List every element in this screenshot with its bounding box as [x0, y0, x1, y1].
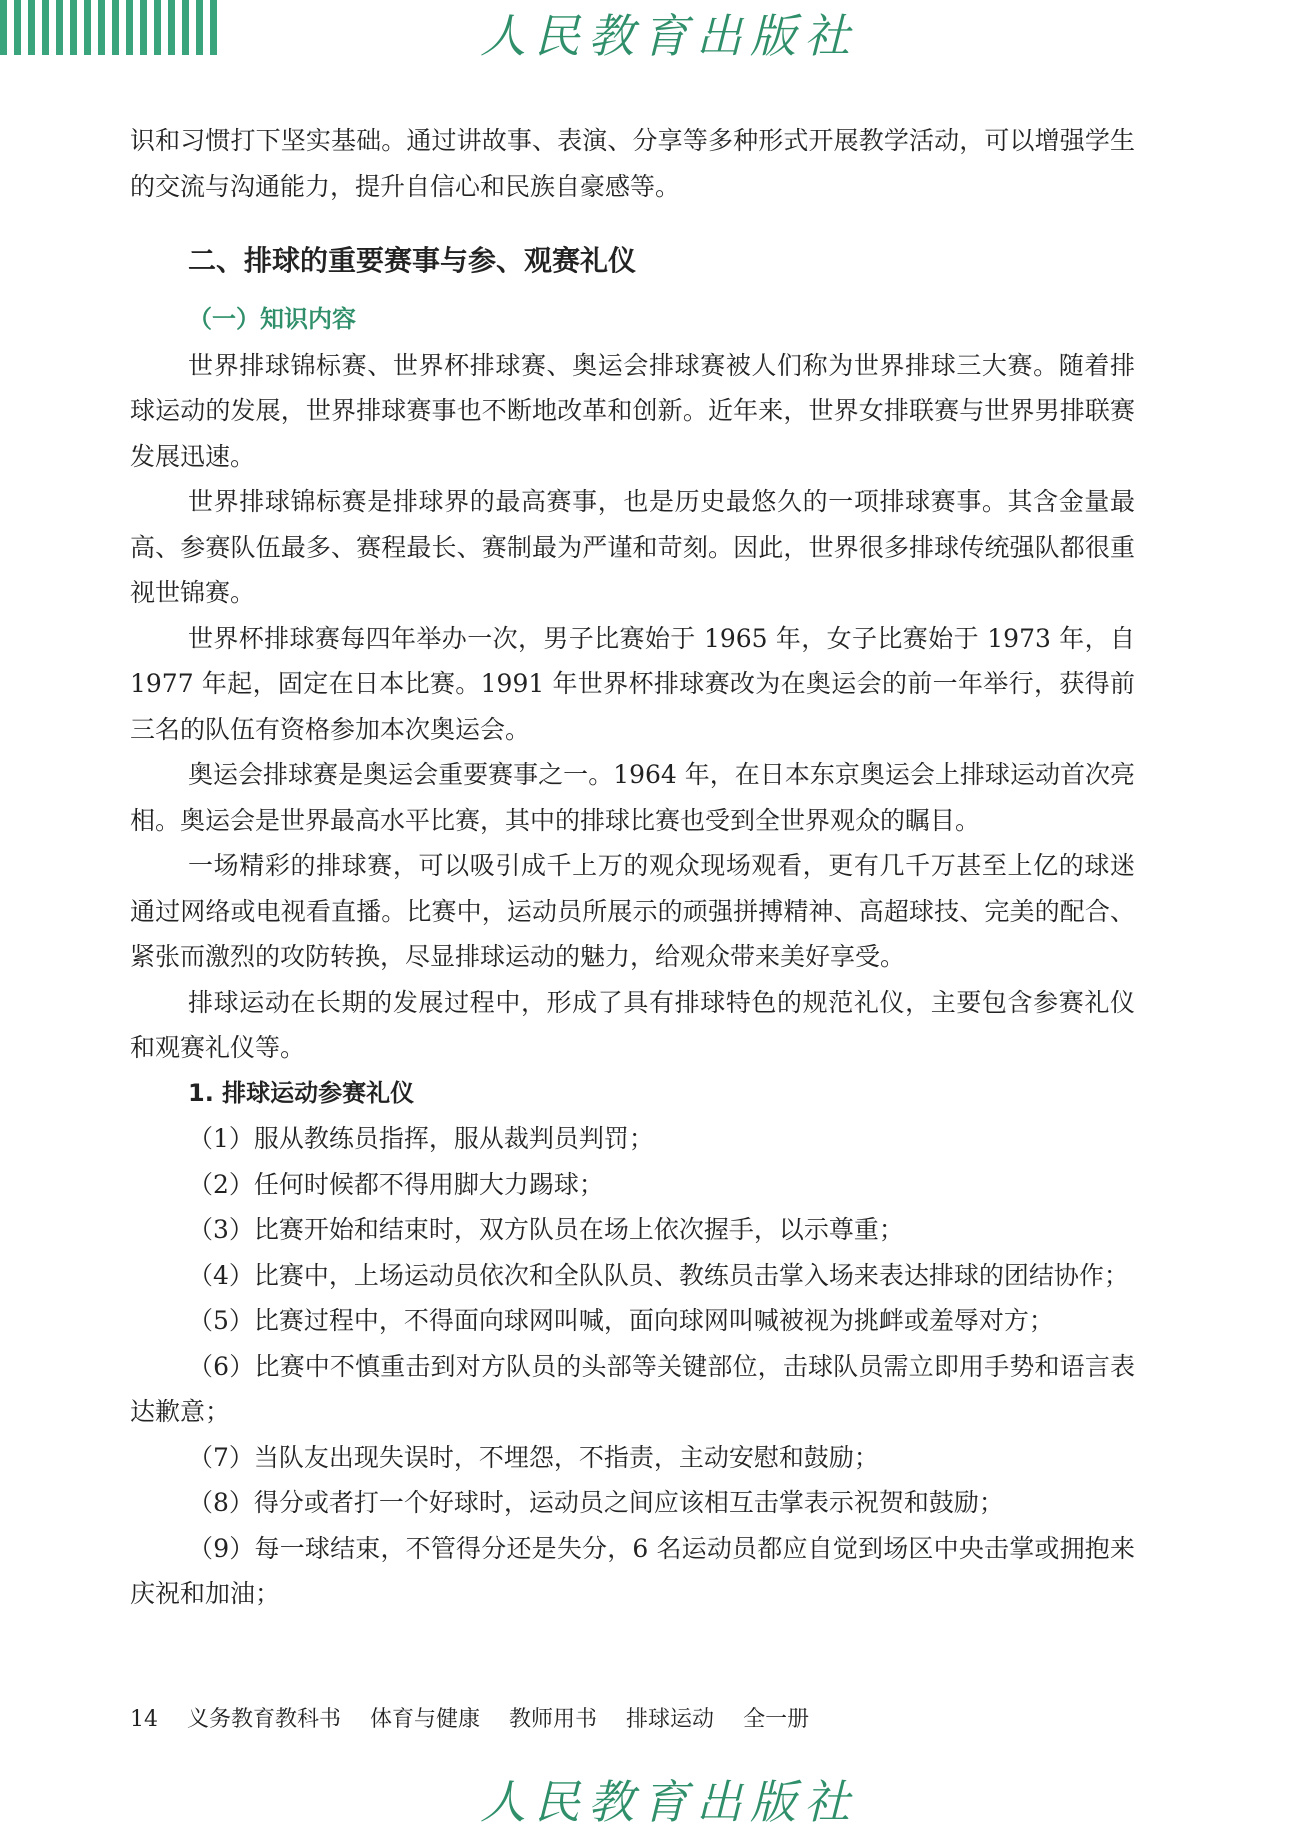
section-title: 二、排球的重要赛事与参、观赛礼仪 [188, 244, 637, 277]
book-subject: 体育与健康 [370, 1707, 481, 1732]
paragraph: 排球运动在长期的发展过程中，形成了具有排球特色的规范礼仪，主要包含参赛礼仪和观赛礼仪等。 [130, 987, 1135, 1062]
publisher-logo: 人民教育出版社 [480, 9, 858, 63]
list-title: 1. 排球运动参赛礼仪 [188, 1078, 415, 1107]
paragraph: 世界排球锦标赛、世界杯排球赛、奥运会排球赛被人们称为世界排球三大赛。随着排球运动的发展，世界排球赛事也不断地改革和创新。近年来，世界女排联赛与世界男排联赛发展迅速。 [130, 350, 1135, 471]
list-item: （2）任何时候都不得用脚大力踢球； [188, 1169, 604, 1199]
paragraph: 世界排球锦标赛是排球界的最高赛事，也是历史最悠久的一项排球赛事。其含金量最高、参赛队伍最多、赛程最长、赛制最为严谨和苛刻。因此，世界很多排球传统强队都很重视世锦赛。 [130, 487, 1135, 607]
list-item: （9）每一球结束，不管得分还是失分，6 名运动员都应自觉到场区中央击掌或拥抱来庆祝和加油； [130, 1533, 1135, 1608]
list-item: （6）比赛中不慎重击到对方队员的头部等关键部位，击球队员需立即用手势和语言表达歉意； [130, 1351, 1135, 1426]
paragraph: 识和习惯打下坚实基础。通过讲故事、表演、分享等多种形式开展教学活动，可以增强学生的交流与沟通能力，提升自信心和民族自豪感等。 [130, 126, 1135, 201]
paragraph: 奥运会排球赛是奥运会重要赛事之一。1964 年，在日本东京奥运会上排球运动首次亮相。奥运会是世界最高水平比赛，其中的排球比赛也受到全世界观众的瞩目。 [130, 760, 1135, 835]
page-content [130, 118, 1135, 1617]
list-item: （1）服从教练员指挥，服从裁判员判罚； [188, 1124, 654, 1153]
publisher-logo-bottom: 人民教育出版社 [480, 1775, 858, 1829]
list-item: （4）比赛中，上场运动员依次和全队队员、教练员击掌入场来表达排球的团结协作； [188, 1260, 1129, 1290]
paragraph: 一场精彩的排球赛，可以吸引成千上万的观众现场观看，更有几千万甚至上亿的球迷通过网络或电视看直播。比赛中，运动员所展示的顽强拼搏精神、高超球技、完美的配合、紧张而激烈的攻防转换，尽显排球运动的魅力，给观众带来美好享受。 [130, 851, 1135, 971]
list-item: （7）当队友出现失误时，不埋怨，不指责，主动安慰和鼓励； [188, 1442, 879, 1472]
book-type: 教师用书 [509, 1707, 598, 1732]
paragraph: 世界杯排球赛每四年举办一次，男子比赛始于 1965 年，女子比赛始于 1973 年，自 1977 年起，固定在日本比赛。1991 年世界杯排球赛改为在奥运会的前一年举行，获得前三名的队伍有资格参加本次奥运会。 [130, 623, 1135, 744]
book-volume: 排球运动 [626, 1707, 715, 1732]
page-number: 14 [130, 1707, 158, 1732]
list-item: （5）比赛过程中，不得面向球网叫喊，面向球网叫喊被视为挑衅或羞辱对方； [188, 1306, 1054, 1335]
header-stripes [0, 0, 255, 55]
page-footer [130, 1702, 831, 1733]
list-item: （3）比赛开始和结束时，双方队员在场上依次握手，以示尊重； [188, 1215, 904, 1244]
book-edition: 全一册 [743, 1707, 810, 1732]
list-item: （8）得分或者打一个好球时，运动员之间应该相互击掌表示祝贺和鼓励； [188, 1488, 1004, 1517]
book-series: 义务教育教科书 [187, 1707, 342, 1732]
subsection-title: （一）知识内容 [188, 305, 356, 333]
